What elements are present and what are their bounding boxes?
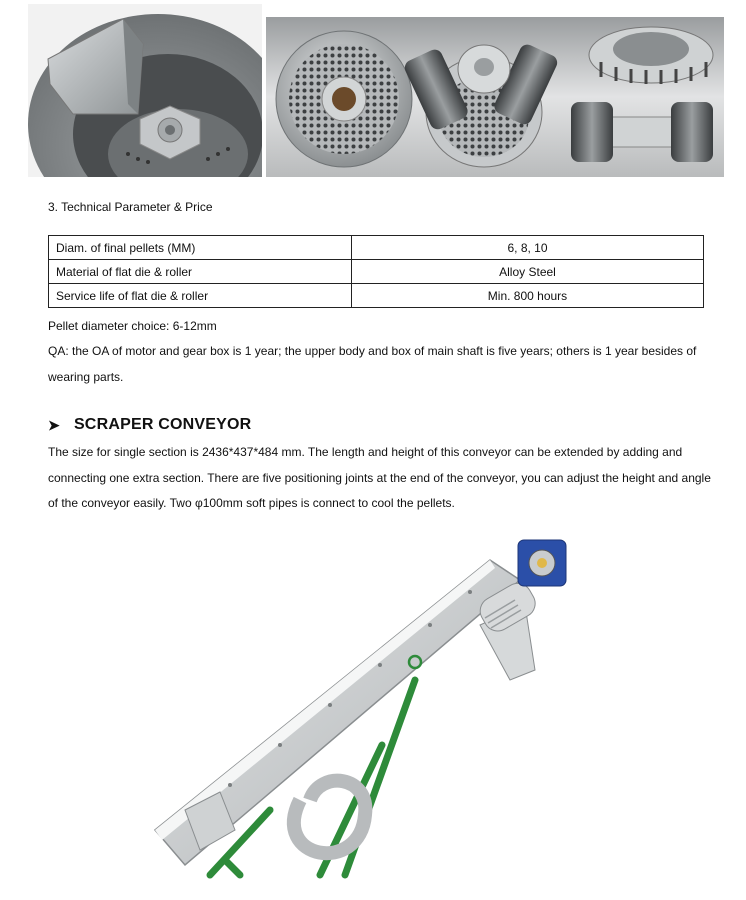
pellet-diameter-choice: Pellet diameter choice: 6-12mm [48,319,217,333]
table-row [49,260,704,284]
param-value: Min. 800 hours [352,284,704,308]
arrow-bullet-icon: ➤ [48,416,60,433]
pellet-mill-chamber-image [28,4,262,177]
technical-parameter-heading: 3. Technical Parameter & Price [48,200,213,214]
table-row [49,284,704,308]
scraper-conveyor-title [48,416,251,434]
param-value: 6, 8, 10 [352,236,704,260]
table-row [49,236,704,260]
conveyor-description: The size for single section is 2436*437*484 mm. The length and height of this conveyor can be extended by adding and connecting one extra section. There are five positioning joints at the end of the conveyor, you can adjust the height and angle of the conveyor easily. Two φ100mm soft pipes is connect to cool the pellets. [48,445,711,510]
scraper-conveyor-photo [150,530,580,895]
flat-die-roller-photo [266,17,724,177]
scraper-conveyor-image [150,530,580,895]
flat-die-roller-image [266,17,724,177]
param-label: Service life of flat die & roller [49,284,352,308]
pellet-mill-chamber-photo [28,4,262,177]
quality-assurance-text: QA: the OA of motor and gear box is 1 year; the upper body and box of main shaft is five years; others is 1 year besides of wearing parts. [48,344,697,384]
technical-parameter-table [48,235,704,308]
conveyor-title-text: SCRAPER CONVEYOR [73,416,252,433]
param-value: Alloy Steel [352,260,704,284]
param-label: Material of flat die & roller [49,260,352,284]
param-label: Diam. of final pellets (MM) [49,236,352,260]
